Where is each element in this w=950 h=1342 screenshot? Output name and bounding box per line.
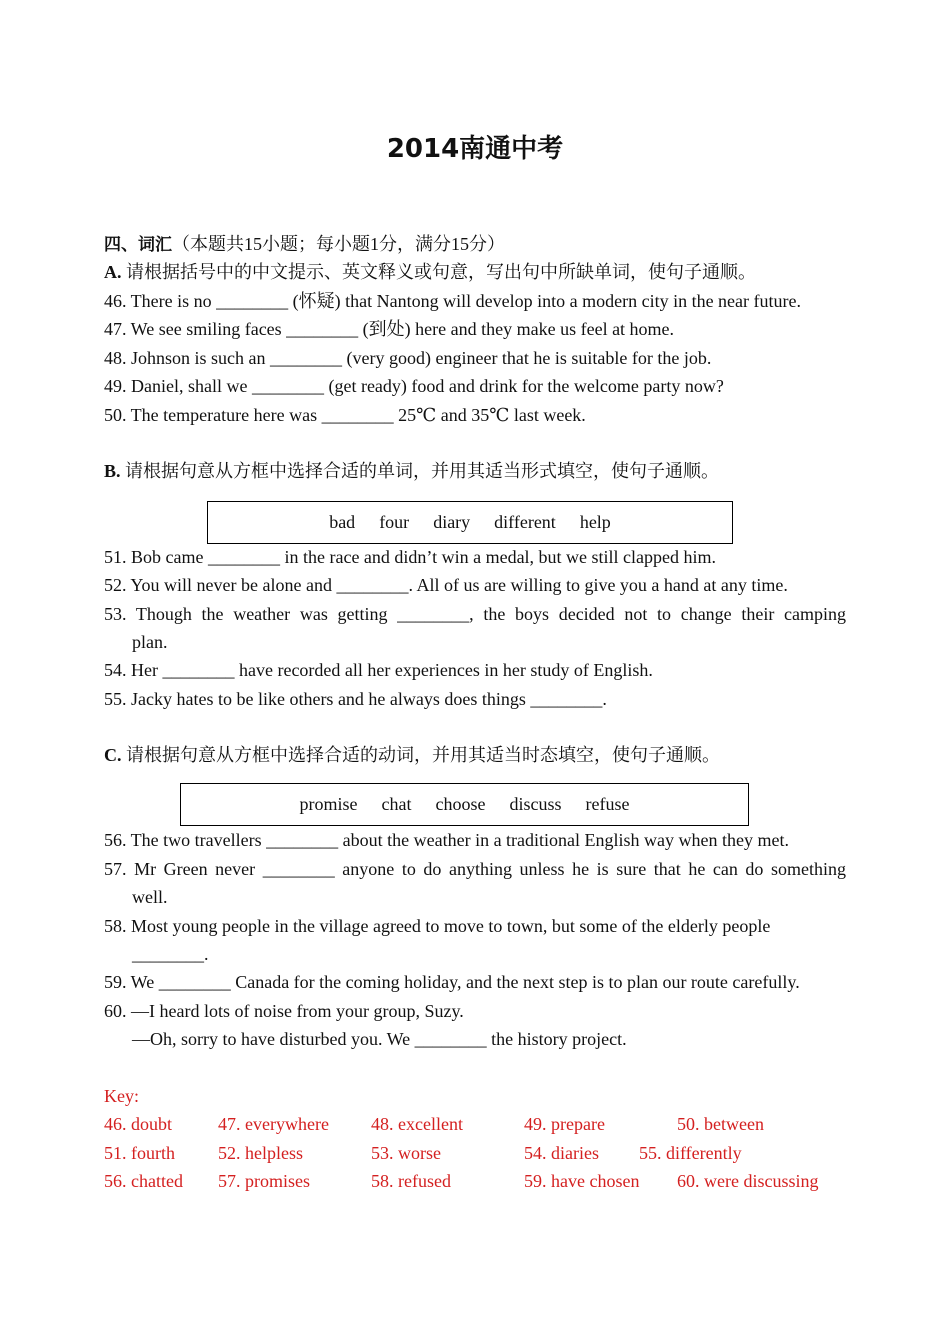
key-answer: 56. chatted <box>104 1171 183 1191</box>
key-label: Key: <box>104 1086 139 1106</box>
word-box-c-item: refuse <box>585 794 630 814</box>
key-answer: 59. have chosen <box>524 1171 640 1191</box>
question-54: 54. Her ________ have recorded all her experiences in her study of English. <box>104 660 653 680</box>
key-answer: 55. differently <box>639 1143 742 1163</box>
key-answer: 60. were discussing <box>677 1171 819 1191</box>
word-box-b-item: four <box>379 512 410 532</box>
part-c-instruction-line <box>104 742 720 768</box>
key-answer: 54. diaries <box>524 1143 599 1163</box>
word-box-c-item: chat <box>381 794 412 814</box>
part-c-label: C. <box>104 745 122 765</box>
word-box-b-item: bad <box>329 512 356 532</box>
question-53-continuation: plan. <box>132 632 168 652</box>
key-answer: 47. everywhere <box>218 1114 329 1134</box>
word-box-b-item: different <box>494 512 556 532</box>
question-48: 48. Johnson is such an ________ (very good) engineer that he is suitable for the job. <box>104 348 712 368</box>
question-57-continuation: well. <box>132 887 168 907</box>
question-47: 47. We see smiling faces ________ (到处) here and they make us feel at home. <box>104 319 675 339</box>
question-49: 49. Daniel, shall we ________ (get ready) food and drink for the welcome party now? <box>104 376 724 396</box>
word-box-c <box>180 783 749 826</box>
part-a-instruction: 请根据括号中的中文提示、英文释义或句意，写出句中所缺单词，使句子通顺。 <box>126 262 756 282</box>
key-answer: 58. refused <box>371 1171 451 1191</box>
part-b-label: B. <box>104 461 121 481</box>
part-a-instruction-line <box>104 259 756 285</box>
part-c-instruction: 请根据句意从方框中选择合适的动词，并用其适当时态填空，使句子通顺。 <box>126 745 720 765</box>
part-b-instruction: 请根据句意从方框中选择合适的单词，并用其适当形式填空，使句子通顺。 <box>125 461 720 481</box>
section-heading: 四、词汇 <box>104 235 172 255</box>
key-answer: 46. doubt <box>104 1114 173 1134</box>
question-52: 52. You will never be alone and ________. All of us are willing to give you a hand at any time. <box>104 575 788 595</box>
key-answer: 50. between <box>677 1114 764 1134</box>
key-answer: 49. prepare <box>524 1114 605 1134</box>
question-51: 51. Bob came ________ in the race and didn’t win a medal, but we still clapped him. <box>104 547 717 567</box>
key-answer: 51. fourth <box>104 1143 175 1163</box>
page-title: 2014南通中考 <box>386 134 564 164</box>
part-b-instruction-line <box>104 458 719 484</box>
question-55: 55. Jacky hates to be like others and he always does things ________. <box>104 689 607 709</box>
question-56: 56. The two travellers ________ about the weather in a traditional English way when they met. <box>104 830 789 850</box>
word-box-b-item: help <box>579 512 611 532</box>
word-box-c-item: promise <box>299 794 358 814</box>
question-53: 53. Though the weather was getting ________, the boys decided not to change their camping <box>104 604 846 624</box>
key-answer: 52. helpless <box>218 1143 303 1163</box>
word-box-b <box>207 501 733 544</box>
word-box-c-item: choose <box>435 794 486 814</box>
question-57: 57. Mr Green never ________ anyone to do anything unless he is sure that he can do something <box>104 859 846 879</box>
word-box-c-item: discuss <box>509 794 562 814</box>
question-58: 58. Most young people in the village agreed to move to town, but some of the elderly people <box>104 916 771 936</box>
section-heading-line <box>104 231 505 258</box>
key-answer: 53. worse <box>371 1143 441 1163</box>
key-answer: 57. promises <box>218 1171 310 1191</box>
part-a-label: A. <box>104 262 122 282</box>
question-59: 59. We ________ Canada for the coming holiday, and the next step is to plan our route carefully. <box>104 972 800 992</box>
section-note: （本题共15小题；每小题1分，满分15分） <box>172 234 505 254</box>
question-60-reply: —Oh, sorry to have disturbed you. We ________ the history project. <box>132 1029 627 1049</box>
word-box-b-item: diary <box>433 512 471 532</box>
key-answer: 48. excellent <box>371 1114 463 1134</box>
question-60: 60. —I heard lots of noise from your group, Suzy. <box>104 1001 464 1021</box>
question-46: 46. There is no ________ (怀疑) that Nantong will develop into a modern city in the near future. <box>104 291 802 311</box>
question-50: 50. The temperature here was ________ 25℃ and 35℃ last week. <box>104 405 586 425</box>
question-58-continuation: ________. <box>132 944 209 964</box>
